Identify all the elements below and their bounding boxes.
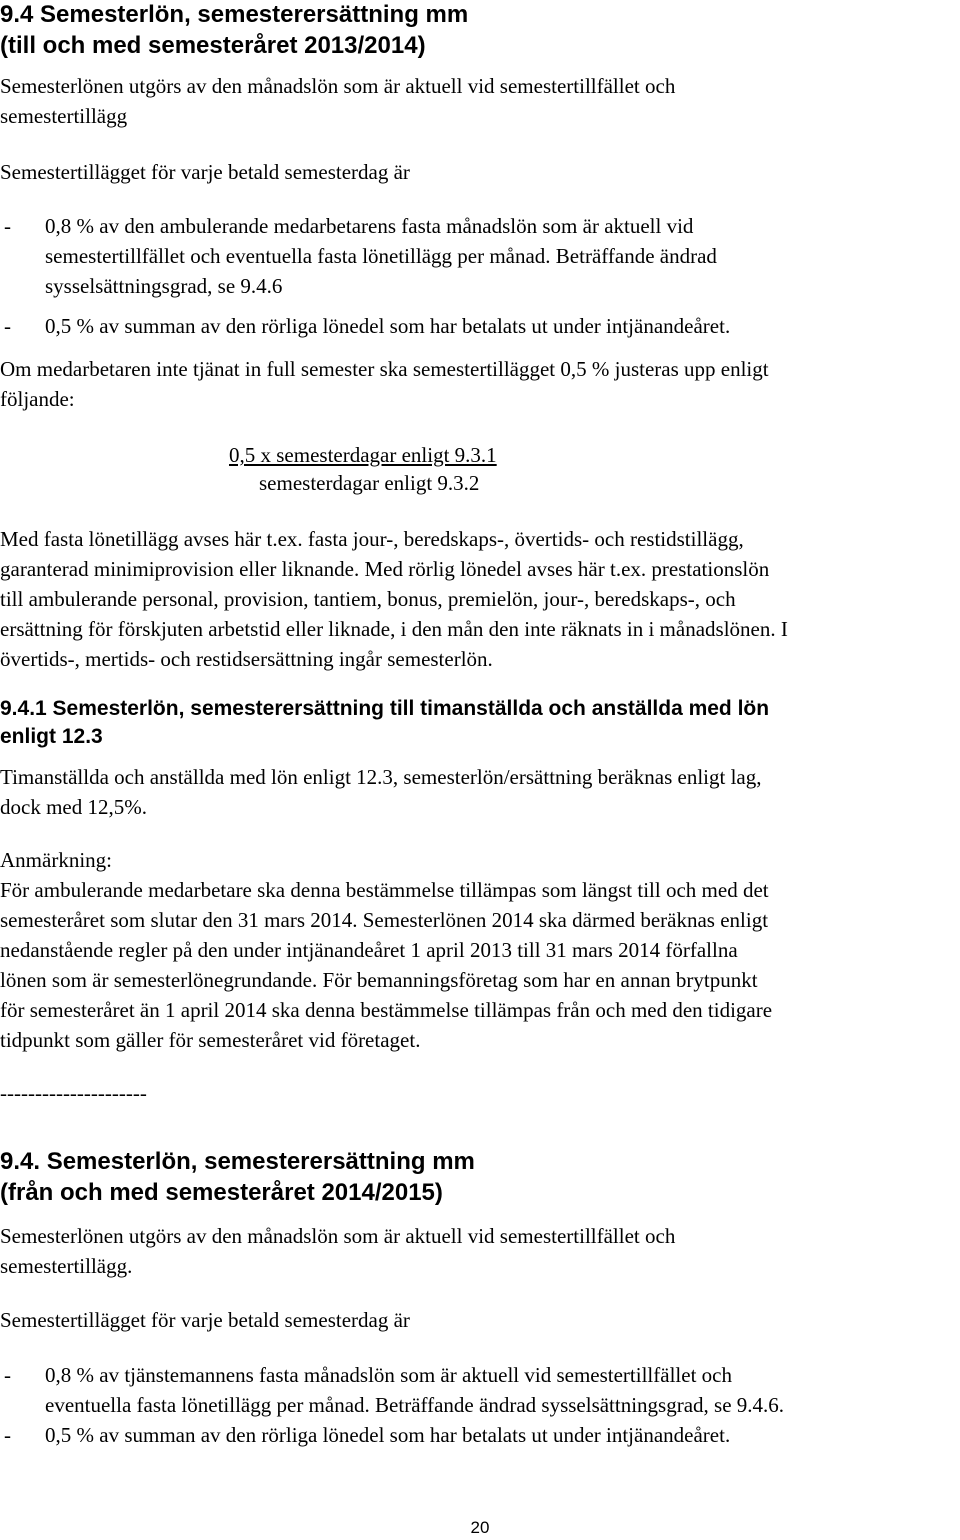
- remark-line: för semesteråret än 1 april 2014 ska denna bestämmelse tillämpas från och med den tidigare: [0, 998, 773, 1022]
- remark-line: tidpunkt som gäller för semesteråret vid företaget.: [0, 1028, 421, 1052]
- bullet-marker: -: [4, 1423, 11, 1447]
- bullet-line: 0,8 % av den ambulerande medarbetarens fasta månadslön som är aktuell vid: [45, 214, 694, 238]
- section-heading-subtitle: (från och med semesteråret 2014/2015): [0, 1179, 443, 1206]
- formula-numerator: 0,5 x semesterdagar enligt 9.3.1: [229, 443, 497, 467]
- remark-line: För ambulerande medarbetare ska denna bestämmelse tillämpas som längst till och med det: [0, 878, 769, 902]
- bullet-line: 0,5 % av summan av den rörliga lönedel som har betalats ut under intjänandeåret.: [45, 1423, 731, 1447]
- remark-label: Anmärkning:: [0, 848, 112, 872]
- paragraph-line: semestertillägg: [0, 104, 128, 128]
- bullet-marker: -: [4, 214, 11, 238]
- section-heading: 9.4 Semesterlön, semesterersättning mm: [0, 1, 469, 28]
- paragraph-line: semestertillägg.: [0, 1254, 133, 1278]
- paragraph-line: Semestertillägget för varje betald semesterdag är: [0, 160, 410, 184]
- separator-line: ---------------------: [0, 1081, 147, 1105]
- paragraph-line: Semestertillägget för varje betald semesterdag är: [0, 1308, 410, 1332]
- paragraph-line: Timanställda och anställda med lön enligt 12.3, semesterlön/ersättning beräknas enligt lag,: [0, 765, 762, 789]
- subsection-heading: 9.4.1 Semesterlön, semesterersättning till timanställda och anställda med lön: [0, 697, 770, 720]
- paragraph-line: till ambulerande personal, provision, tantiem, bonus, premielön, jour-, beredskaps-, och: [0, 587, 736, 611]
- bullet-line: 0,5 % av summan av den rörliga lönedel som har betalats ut under intjänandeåret.: [45, 314, 731, 338]
- paragraph-line: Med fasta lönetillägg avses här t.ex. fasta jour-, beredskaps-, övertids- och restidstillägg,: [0, 527, 744, 551]
- bullet-line: 0,8 % av tjänstemannens fasta månadslön som är aktuell vid semestertillfället och: [45, 1363, 732, 1387]
- paragraph-line: dock med 12,5%.: [0, 795, 147, 819]
- bullet-marker: -: [4, 1363, 11, 1387]
- bullet-line: eventuella fasta lönetillägg per månad. Beträffande ändrad sysselsättningsgrad, se 9.4.6.: [45, 1393, 785, 1417]
- paragraph-line: Om medarbetaren inte tjänat in full semester ska semestertillägget 0,5 % justeras upp enligt: [0, 357, 769, 381]
- section-heading-subtitle: (till och med semesteråret 2013/2014): [0, 32, 426, 59]
- remark-line: lönen som är semesterlönegrundande. För bemanningsföretag som har en annan brytpunkt: [0, 968, 758, 992]
- paragraph-line: Semesterlönen utgörs av den månadslön som är aktuell vid semestertillfället och: [0, 74, 676, 98]
- section-heading: 9.4. Semesterlön, semesterersättning mm: [0, 1148, 475, 1175]
- paragraph-line: garanterad minimiprovision eller liknande. Med rörlig lönedel avses här t.ex. prestationslön: [0, 557, 770, 581]
- subsection-heading-cont: enligt 12.3: [0, 725, 103, 748]
- paragraph-line: övertids-, mertids- och restidsersättning ingår semesterlön.: [0, 647, 493, 671]
- bullet-marker: -: [4, 314, 11, 338]
- paragraph-line: Semesterlönen utgörs av den månadslön som är aktuell vid semestertillfället och: [0, 1224, 676, 1248]
- remark-line: semesteråret som slutar den 31 mars 2014. Semesterlönen 2014 ska därmed beräknas enligt: [0, 908, 769, 932]
- paragraph-line: ersättning för förskjuten arbetstid eller liknade, i den mån den inte räknats in i månadslönen. I: [0, 617, 788, 641]
- bullet-line: sysselsättningsgrad, se 9.4.6: [45, 274, 283, 298]
- paragraph-line: följande:: [0, 387, 75, 411]
- page-number: 20: [470, 1518, 490, 1537]
- formula-denominator: semesterdagar enligt 9.3.2: [259, 471, 480, 495]
- bullet-line: semestertillfället och eventuella fasta lönetillägg per månad. Beträffande ändrad: [45, 244, 717, 268]
- remark-line: nedanstående regler på den under intjänandeåret 1 april 2013 till 31 mars 2014 förfallna: [0, 938, 738, 962]
